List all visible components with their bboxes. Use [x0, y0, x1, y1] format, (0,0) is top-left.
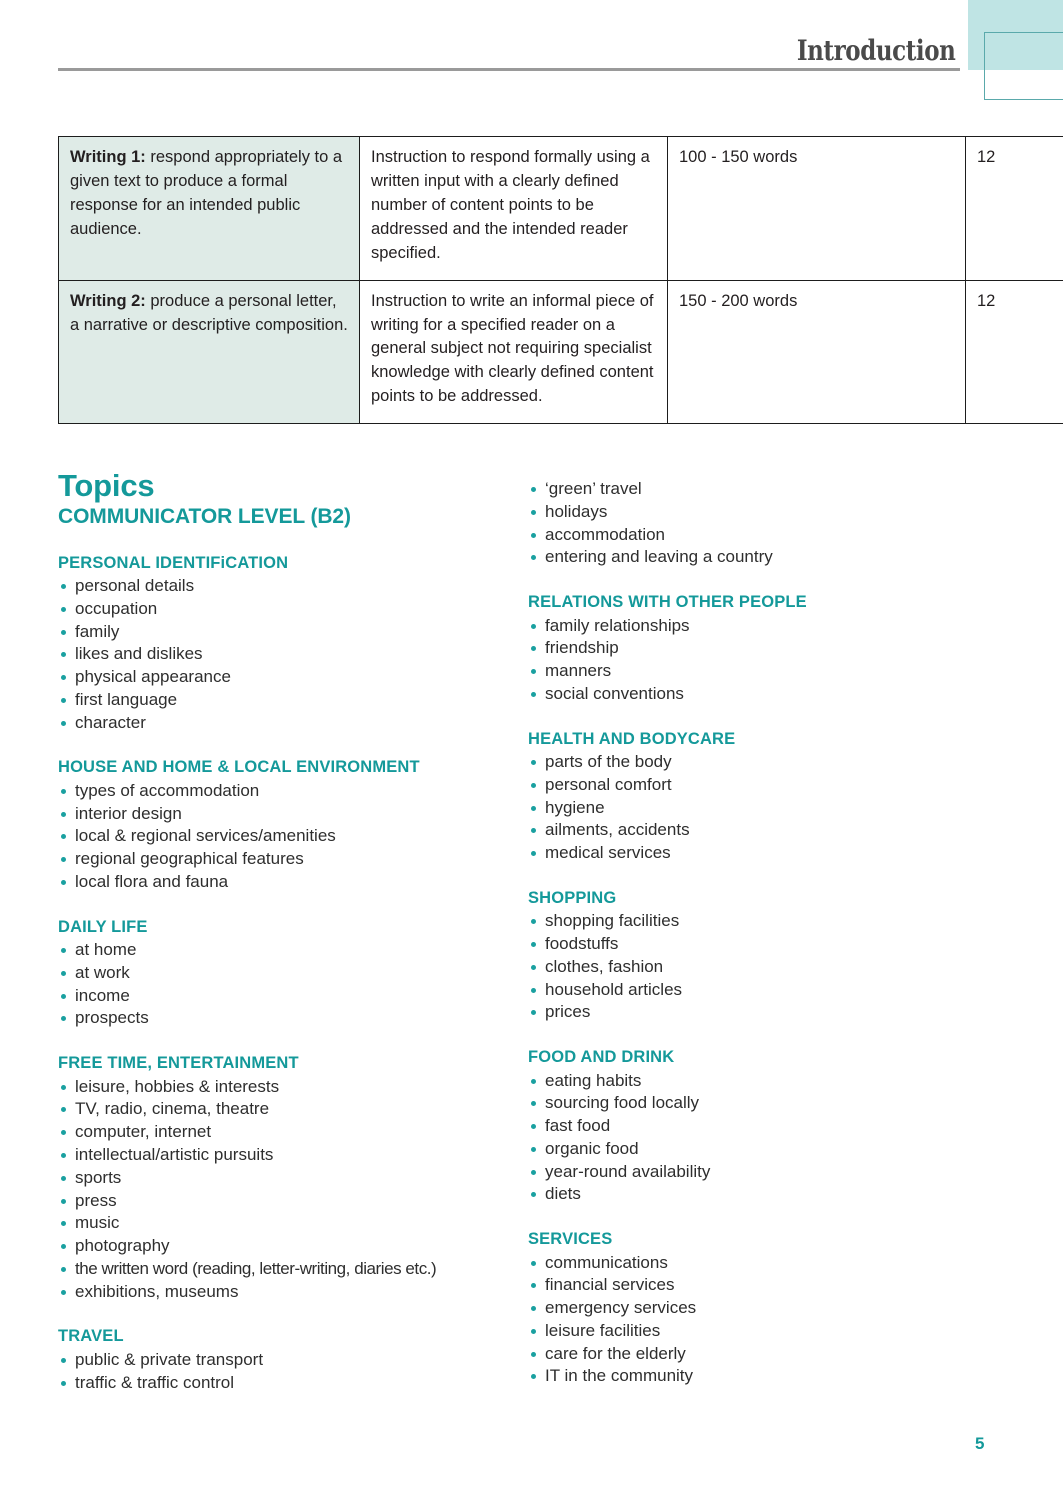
list-item: family — [58, 621, 528, 644]
topic-section-heading: FREE TIME, ENTERTAINMENT — [58, 1054, 299, 1073]
list-item: interior design — [58, 803, 528, 826]
list-item: accommodation — [528, 524, 988, 547]
list-item: leisure facilities — [528, 1320, 988, 1343]
list-item: physical appearance — [58, 666, 528, 689]
list-item: manners — [528, 660, 988, 683]
page-header — [0, 0, 1063, 120]
topic-list — [58, 1349, 528, 1395]
list-item: sourcing food locally — [528, 1092, 988, 1115]
list-item: local flora and fauna — [58, 871, 528, 894]
list-item: sports — [58, 1167, 528, 1190]
list-item: organic food — [528, 1138, 988, 1161]
list-item: hygiene — [528, 797, 988, 820]
topic-section — [528, 1229, 988, 1388]
topic-section-heading: TRAVEL — [58, 1327, 124, 1346]
page-number: 5 — [975, 1434, 985, 1453]
list-item: prospects — [58, 1007, 528, 1030]
topic-list — [528, 1252, 988, 1389]
list-item: intellectual/artistic pursuits — [58, 1144, 528, 1167]
topic-section — [58, 917, 528, 1031]
corner-outline-box — [984, 32, 1063, 100]
topic-section — [58, 757, 528, 893]
table-body — [59, 137, 1063, 424]
table-row — [59, 280, 1063, 424]
list-item: communications — [528, 1252, 988, 1275]
list-item: ‘green’ travel — [528, 478, 988, 501]
topic-section-heading: PERSONAL IDENTIFiCATION — [58, 553, 289, 572]
list-item: computer, internet — [58, 1121, 528, 1144]
page-title: Introduction — [796, 34, 955, 67]
topic-section-heading: SERVICES — [528, 1230, 613, 1249]
topic-section-heading: DAILY LIFE — [58, 917, 148, 936]
list-item: foodstuffs — [528, 933, 988, 956]
list-item: at work — [58, 962, 528, 985]
list-item: the written word (reading, letter-writing, diaries etc.) — [58, 1258, 528, 1281]
list-item: holidays — [528, 501, 988, 524]
topic-section-heading: HEALTH AND BODYCARE — [528, 729, 736, 748]
table-cell-instruction: Instruction to write an informal piece of writing for a specified reader on a general subject not requiring specialist knowledge with clearly defined content points to be addressed. — [360, 280, 668, 424]
list-item: medical services — [528, 842, 988, 865]
list-item: family relationships — [528, 615, 988, 638]
topic-section — [528, 729, 988, 865]
list-item: eating habits — [528, 1070, 988, 1093]
list-item: diets — [528, 1183, 988, 1206]
task-description: respond appropriately to a given text to produce a formal response for an intended public audience. — [70, 148, 343, 238]
list-item: shopping facilities — [528, 910, 988, 933]
topics-left-column — [58, 470, 528, 1394]
list-item: music — [58, 1212, 528, 1235]
list-item: personal details — [58, 575, 528, 598]
table-cell-wordcount: 150 - 200 words — [668, 280, 966, 424]
topic-list — [528, 615, 988, 706]
list-item: entering and leaving a country — [528, 546, 988, 569]
topic-section-heading: HOUSE AND HOME & LOCAL ENVIRONMENT — [58, 758, 420, 777]
topics-right-column — [528, 478, 988, 1388]
list-item: first language — [58, 689, 528, 712]
topic-list — [58, 939, 528, 1030]
left-column-sections — [58, 553, 528, 1395]
topic-section — [528, 1047, 988, 1206]
list-item: types of accommodation — [58, 780, 528, 803]
topic-list — [528, 910, 988, 1024]
table-cell-wordcount: 100 - 150 words — [668, 137, 966, 281]
list-item: at home — [58, 939, 528, 962]
header-divider — [58, 68, 960, 71]
topic-section — [528, 592, 988, 706]
list-item: income — [58, 985, 528, 1008]
list-item: care for the elderly — [528, 1343, 988, 1366]
topic-list — [528, 751, 988, 865]
topic-list — [58, 575, 528, 734]
list-item: likes and dislikes — [58, 643, 528, 666]
topics-level: COMMUNICATOR LEVEL (B2) — [58, 504, 351, 528]
table-cell-task — [59, 137, 360, 281]
list-item: occupation — [58, 598, 528, 621]
list-item: public & private transport — [58, 1349, 528, 1372]
table-row — [59, 137, 1063, 281]
topic-section — [58, 1053, 528, 1303]
list-item: leisure, hobbies & interests — [58, 1076, 528, 1099]
list-item: press — [58, 1190, 528, 1213]
list-item: parts of the body — [528, 751, 988, 774]
topic-section — [58, 1326, 528, 1394]
right-column-sections — [528, 592, 988, 1388]
topic-section — [58, 553, 528, 735]
topic-section-heading: RELATIONS WITH OTHER PEOPLE — [528, 593, 807, 612]
topic-list — [58, 780, 528, 894]
list-item: prices — [528, 1001, 988, 1024]
list-item: fast food — [528, 1115, 988, 1138]
list-item: friendship — [528, 637, 988, 660]
list-item: regional geographical features — [58, 848, 528, 871]
list-item: photography — [58, 1235, 528, 1258]
list-item: IT in the community — [528, 1365, 988, 1388]
table-cell-task — [59, 280, 360, 424]
list-item: exhibitions, museums — [58, 1281, 528, 1304]
list-item: financial services — [528, 1274, 988, 1297]
list-item: ailments, accidents — [528, 819, 988, 842]
list-item: TV, radio, cinema, theatre — [58, 1098, 528, 1121]
list-item: household articles — [528, 979, 988, 1002]
topic-list — [58, 1076, 528, 1304]
list-item: year-round availability — [528, 1161, 988, 1184]
topic-section-heading: SHOPPING — [528, 888, 617, 907]
task-label: Writing 1: — [70, 148, 146, 166]
table-cell-marks: 12 — [966, 137, 1063, 281]
task-label: Writing 2: — [70, 291, 146, 310]
list-item: local & regional services/amenities — [58, 825, 528, 848]
list-item: character — [58, 712, 528, 735]
topic-section — [528, 888, 988, 1024]
writing-tasks-table — [58, 136, 1063, 424]
topic-section-heading: FOOD AND DRINK — [528, 1048, 675, 1067]
travel-continuation-list — [528, 478, 988, 569]
list-item: social conventions — [528, 683, 988, 706]
topic-list — [528, 478, 988, 569]
table-cell-instruction: Instruction to respond formally using a written input with a clearly defined number of content points to be addressed and the intended reader specified. — [360, 137, 668, 281]
topics-title: Topics — [58, 468, 155, 503]
topic-list — [528, 1070, 988, 1207]
table-cell-marks: 12 — [966, 280, 1063, 424]
list-item: clothes, fashion — [528, 956, 988, 979]
task-description: produce a personal letter, a narrative or descriptive composition. — [70, 291, 348, 334]
list-item: traffic & traffic control — [58, 1372, 528, 1395]
list-item: personal comfort — [528, 774, 988, 797]
list-item: emergency services — [528, 1297, 988, 1320]
